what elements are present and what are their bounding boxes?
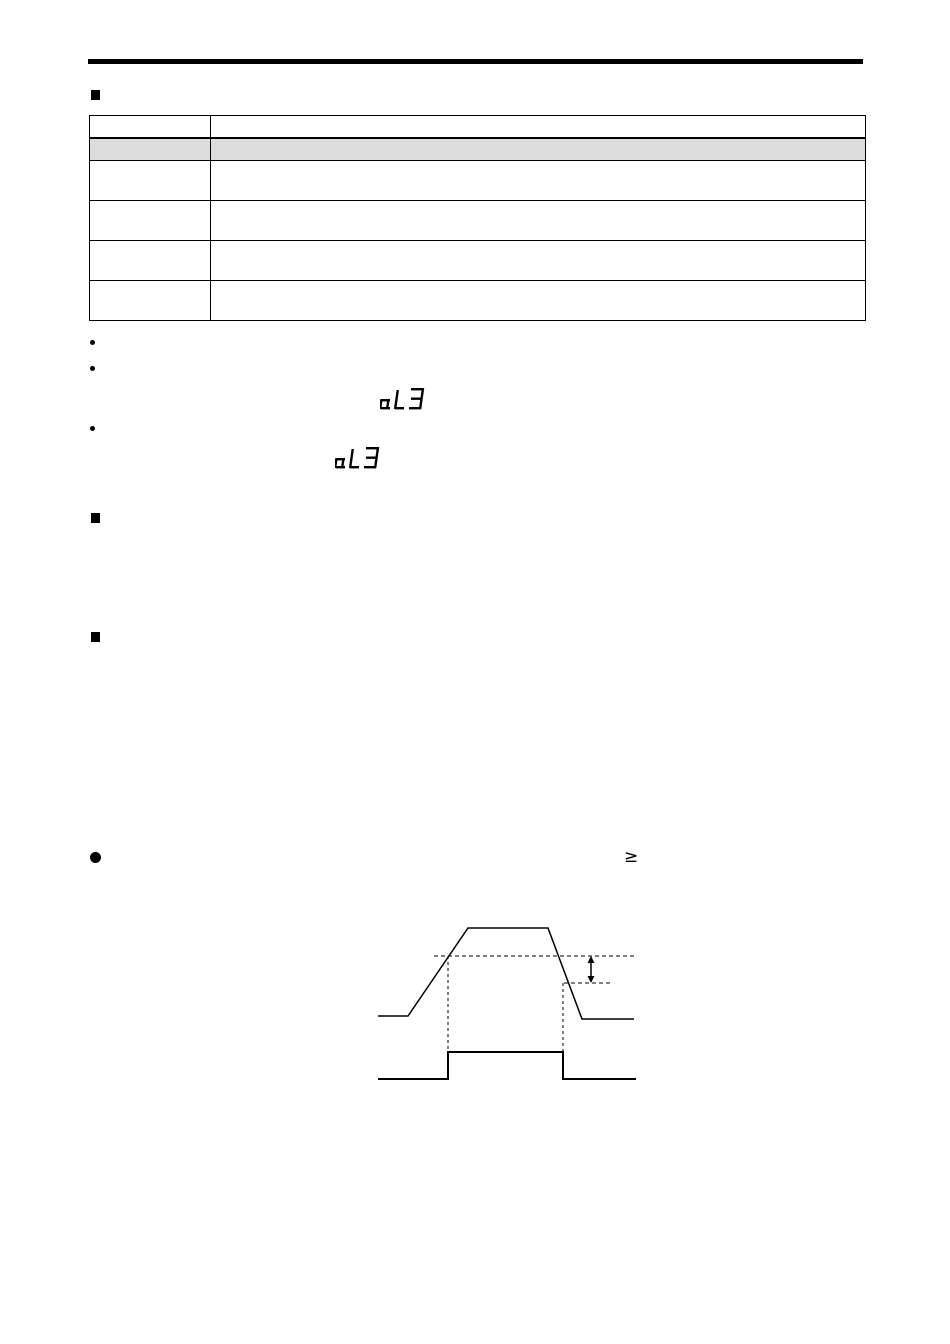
greater-equal-symbol: ≥: [624, 847, 639, 867]
table-row: [90, 138, 866, 161]
timing-diagram: [370, 915, 650, 1095]
table-cell: [211, 138, 866, 161]
table-cell: [211, 161, 866, 201]
bullet-icon: [90, 340, 95, 345]
section-marker: [91, 632, 100, 642]
table-cell: [90, 281, 211, 321]
seven-segment-display: [335, 446, 383, 470]
output-pulse: [378, 1052, 636, 1079]
bullet-icon: [90, 852, 101, 863]
seven-segment-display: [380, 387, 428, 411]
table-cell: [211, 116, 866, 139]
signal-waveform: [378, 928, 634, 1019]
table-cell: [211, 201, 866, 241]
spec-table: [89, 115, 866, 321]
table-cell: [90, 116, 211, 139]
table-cell: [211, 241, 866, 281]
table-row: [90, 281, 866, 321]
table-cell: [90, 241, 211, 281]
table-row: [90, 201, 866, 241]
table-cell: [90, 201, 211, 241]
section-marker: [91, 90, 100, 100]
table-cell: [90, 161, 211, 201]
top-rule: [88, 59, 863, 64]
table-cell: [211, 281, 866, 321]
table-cell: [90, 138, 211, 161]
table-row: [90, 241, 866, 281]
section-marker: [91, 513, 100, 523]
table-row: [90, 161, 866, 201]
table-header-row: [90, 116, 866, 139]
bullet-icon: [90, 366, 95, 371]
bullet-icon: [90, 426, 95, 431]
